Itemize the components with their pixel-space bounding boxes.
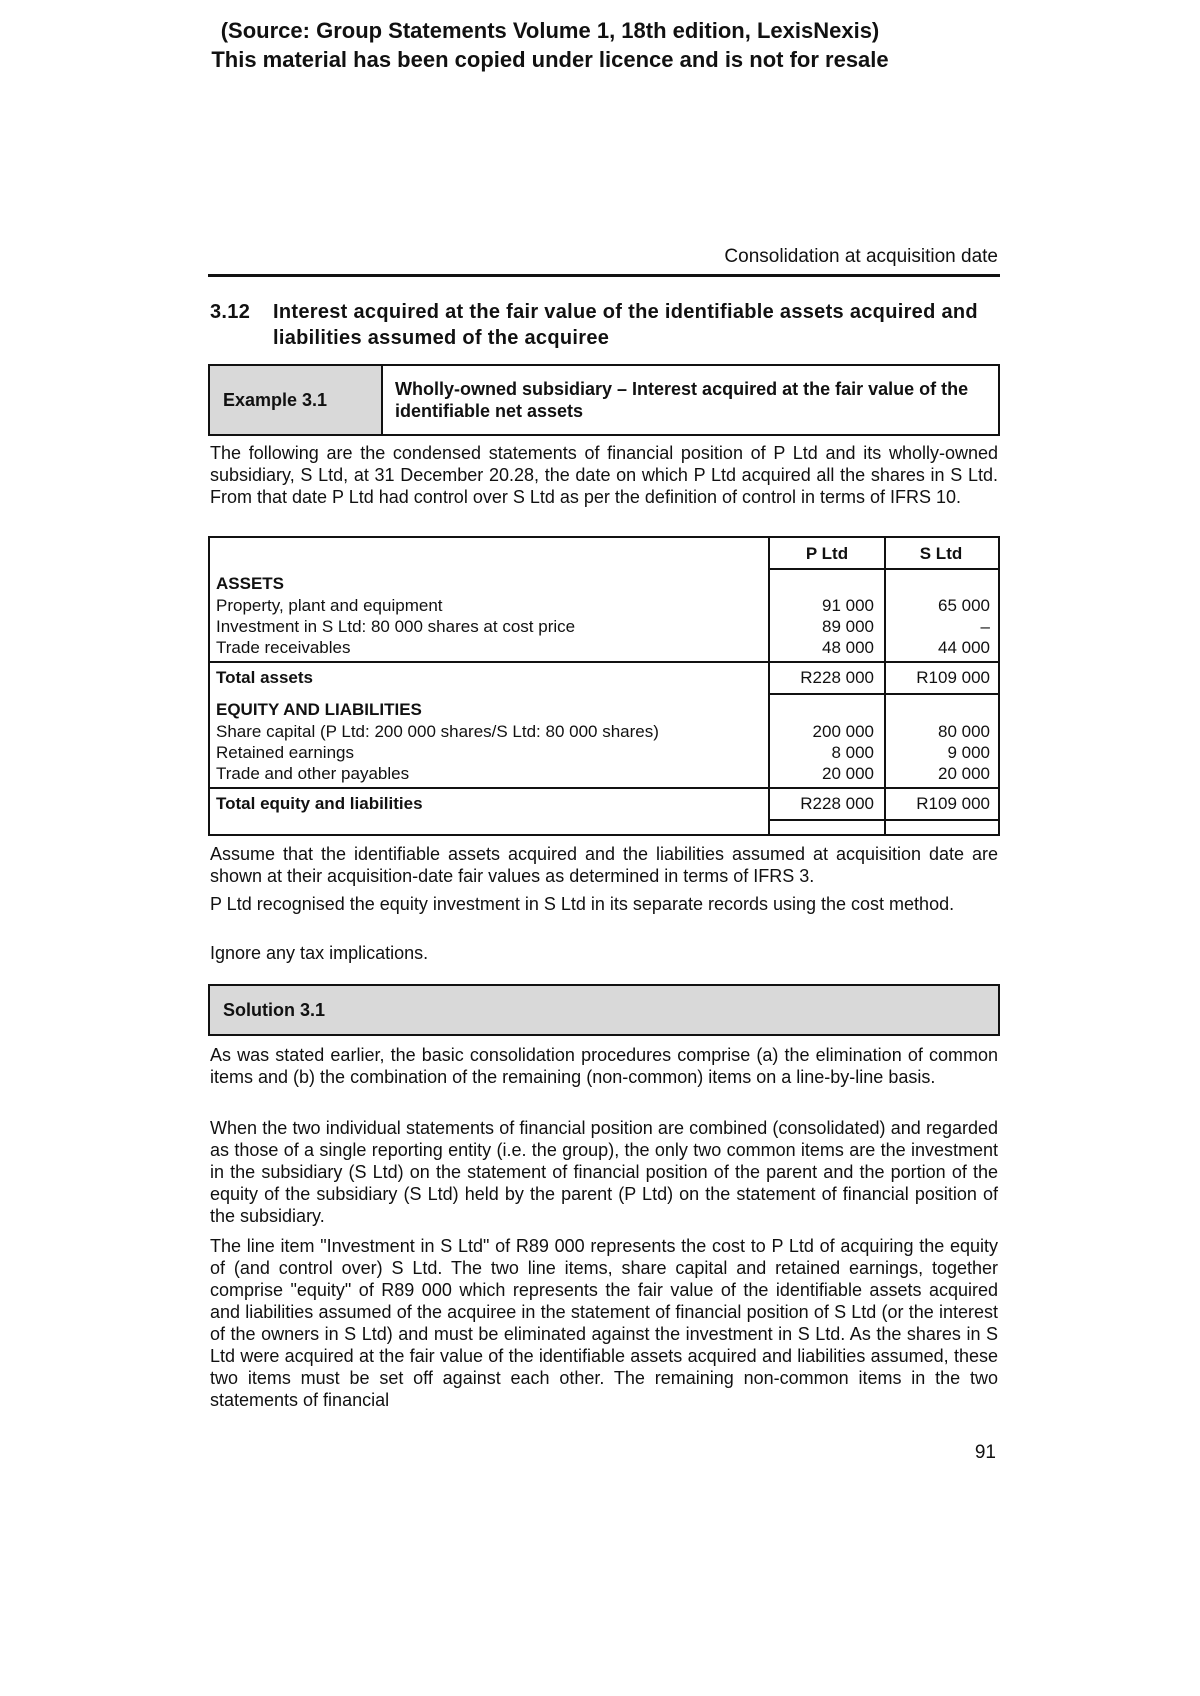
solution-paragraph: When the two individual statements of financial position are combined (consolidated) and regarded as those of a single reporting entity (i.e. the group), the only two common items are the investment in the subsidiary (S Ltd) on the statement of financial position of the parent and the portion of the equity of the subsidiary (S Ltd) held by the parent (P Ltd) on the statement of financial position of the subsidiary. — [210, 1118, 998, 1226]
column-header-p-ltd: P Ltd — [805, 544, 849, 563]
table-cell-s: 20 000 — [938, 764, 990, 783]
table-cell-p: 20 000 — [822, 764, 874, 783]
table-cell-s: 65 000 — [938, 596, 990, 615]
section-number: 3.12 — [210, 301, 251, 323]
total-assets-top-rule — [210, 661, 998, 663]
header-underline — [768, 568, 998, 570]
table-row-label: Investment in S Ltd: 80 000 shares at cost price — [216, 617, 576, 636]
total-equity-p: R228 000 — [800, 794, 874, 813]
solution-paragraph: As was stated earlier, the basic consolidation procedures comprise (a) the elimination of common items and (b) the combination of the remaining (non-common) items on a line-by-line basis. — [210, 1045, 998, 1087]
assumption-paragraph: Ignore any tax implications. — [210, 943, 429, 963]
table-cell-p: 8 000 — [831, 743, 874, 762]
source-notice-line-1: (Source: Group Statements Volume 1, 18th edition, LexisNexis) — [220, 18, 880, 43]
source-notice-line-2: This material has been copied under licence and is not for resale — [211, 47, 889, 72]
solution-label: Solution 3.1 — [223, 999, 326, 1020]
table-cell-s: 80 000 — [938, 722, 990, 741]
example-label: Example 3.1 — [210, 366, 383, 434]
column-divider-s — [884, 538, 886, 834]
total-assets-bottom-rule — [768, 693, 998, 695]
source-notice — [0, 16, 1100, 74]
total-equity-s: R109 000 — [916, 794, 990, 813]
solution-box — [208, 984, 1000, 1036]
assumption-paragraph: Assume that the identifiable assets acquired and the liabilities assumed at acquisition date are shown at their acquisition-date fair values as determined in terms of IFRS 3. — [210, 844, 998, 886]
column-divider-p — [768, 538, 770, 834]
section-title: Interest acquired at the fair value of the identifiable assets acquired and liabilities assumed of the acquiree — [273, 301, 978, 349]
total-assets-s: R109 000 — [916, 668, 990, 687]
equity-heading: EQUITY AND LIABILITIES — [216, 700, 422, 719]
total-equity-label: Total equity and liabilities — [216, 794, 423, 813]
table-cell-p: 48 000 — [822, 638, 874, 657]
statement-table — [208, 536, 1000, 836]
intro-paragraph: The following are the condensed statements of financial position of P Ltd and its wholly-owned subsidiary, S Ltd, at 31 December 20.28, the date on which P Ltd acquired all the shares in S Ltd. From that date P Ltd had control over S Ltd as per the definition of control in terms of IFRS 10. — [210, 443, 998, 507]
table-row-label: Trade receivables — [216, 638, 351, 657]
table-cell-s: – — [980, 617, 990, 636]
table-row-label: Trade and other payables — [216, 764, 410, 783]
total-equity-double-rule — [768, 819, 998, 821]
table-cell-s: 44 000 — [938, 638, 990, 657]
column-header-s-ltd: S Ltd — [919, 544, 963, 563]
assumption-paragraph: P Ltd recognised the equity investment in S Ltd in its separate records using the cost method. — [210, 894, 955, 914]
total-assets-p: R228 000 — [800, 668, 874, 687]
table-cell-p: 91 000 — [822, 596, 874, 615]
table-row-label: Property, plant and equipment — [216, 596, 443, 615]
solution-paragraph: The line item "Investment in S Ltd" of R89 000 represents the cost to P Ltd of acquiring the equity of (and control over) S Ltd. The two line items, share capital and retained earnings, together comprise "equity" of R89 000 which represents the fair value of the identifiable assets acquired and liabilities assumed of the acquiree in the statement of financial position of S Ltd (or the interest of the owners in S Ltd) and must be eliminated against the investment in S Ltd. As the shares in S Ltd were acquired at the fair value of the identifiable assets acquired and liabilities assumed, these two items must be set off against each other. The remaining non-common items in the two statements of financial — [210, 1236, 998, 1410]
total-equity-top-rule — [210, 787, 998, 789]
table-cell-p: 89 000 — [822, 617, 874, 636]
section-heading — [210, 299, 1000, 351]
table-row-label: Share capital (P Ltd: 200 000 shares/S Ltd: 80 000 shares) — [216, 722, 659, 741]
example-box — [208, 364, 1000, 436]
total-assets-label: Total assets — [216, 668, 314, 687]
running-head: Consolidation at acquisition date — [724, 246, 998, 267]
table-row-label: Retained earnings — [216, 743, 354, 762]
example-title: Wholly-owned subsidiary – Interest acquired at the fair value of the identifiable net assets — [395, 379, 969, 421]
page-number: 91 — [974, 1442, 996, 1463]
assets-heading: ASSETS — [216, 574, 285, 593]
table-cell-p: 200 000 — [812, 722, 874, 741]
header-rule — [208, 274, 1000, 277]
table-cell-s: 9 000 — [947, 743, 990, 762]
